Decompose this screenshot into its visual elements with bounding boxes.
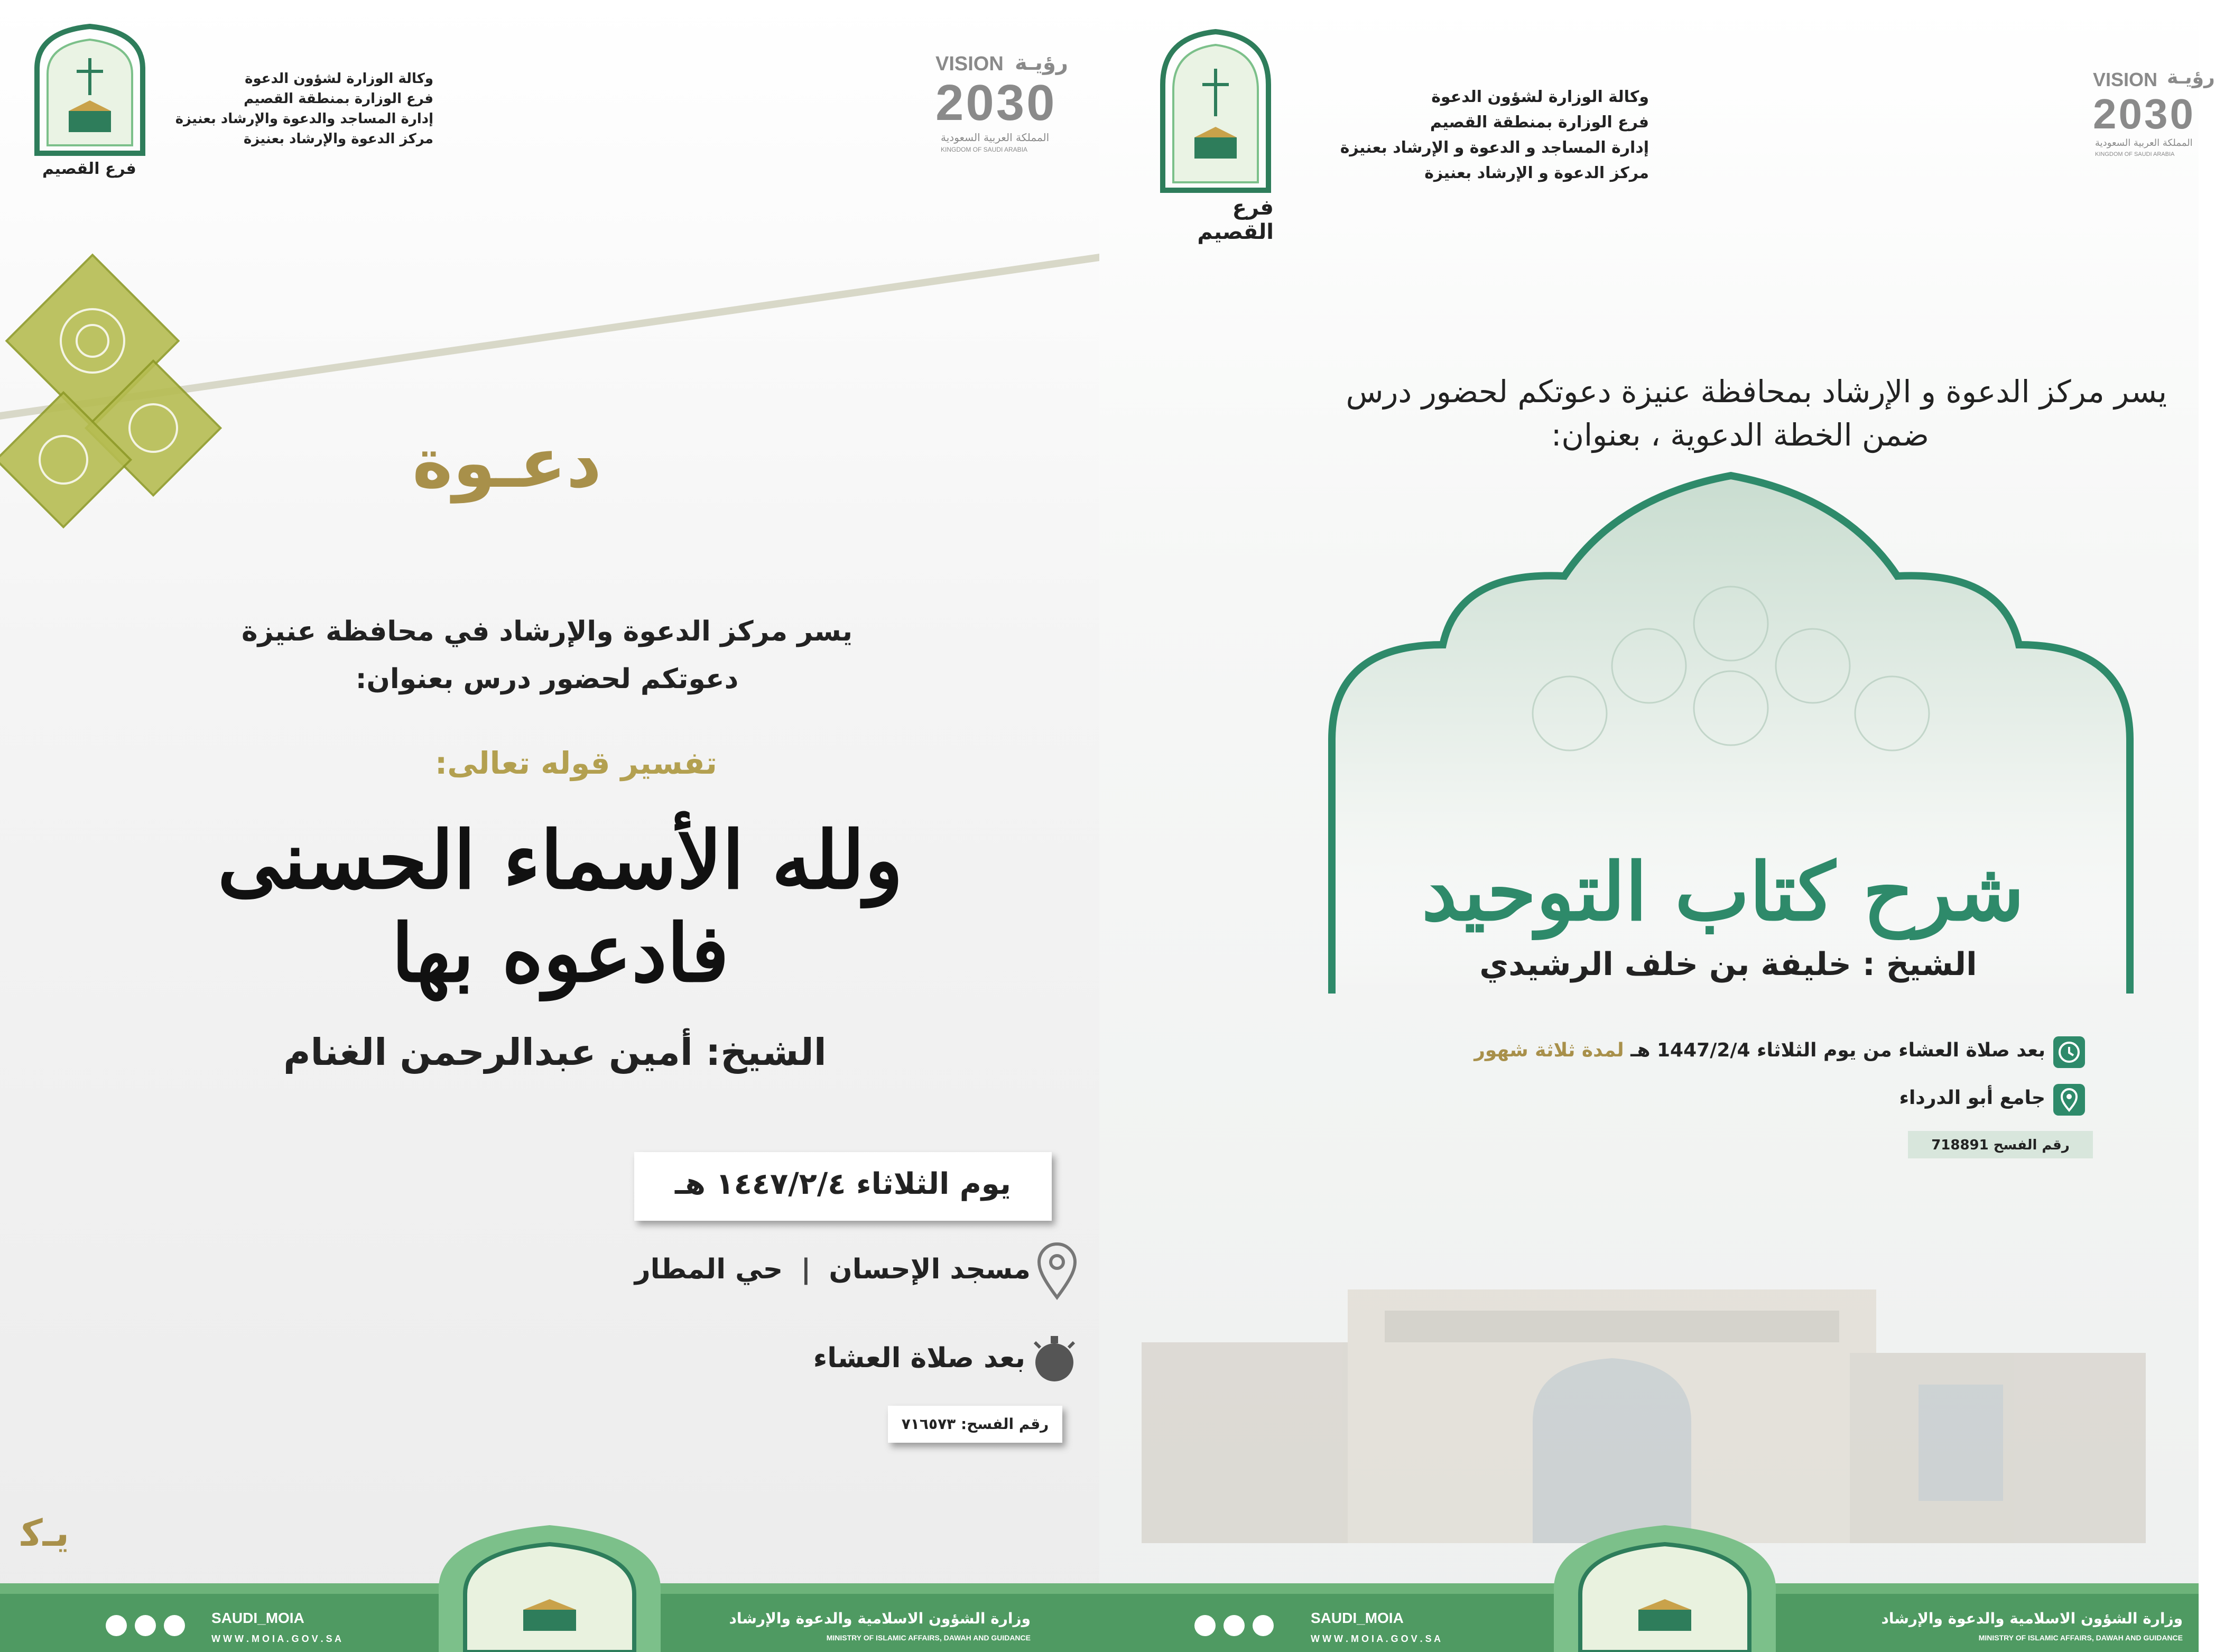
header-line-4: مركز الدعوة والإرشاد بعنيزة — [243, 131, 433, 147]
header-line-2: فرع الوزارة بمنطقة القصيم — [1430, 113, 1649, 132]
snapchat-icon — [106, 1615, 127, 1636]
permit-text: رقم الفسح: ٧١٦٥٧٣ — [901, 1415, 1049, 1433]
intro-text — [159, 608, 935, 703]
permit-box — [888, 1406, 1062, 1443]
header-line-2: فرع الوزارة بمنطقة القصيم — [244, 91, 433, 107]
lesson-subtitle: تفسير قوله تعالى: — [435, 745, 717, 781]
vision-2030-logo — [935, 53, 1083, 159]
ministry-emblem — [1157, 26, 1274, 244]
header-line-1: وكالة الوزارة لشؤون الدعوة — [1431, 88, 1649, 106]
intro-line-1: يسر مركز الدعوة و الإرشاد بمحافظة عنيزة دعوتكم لحضور درس — [1346, 374, 2167, 410]
lesson-title: شرح كتاب التوحيد — [1421, 846, 2025, 939]
left-footer — [0, 1525, 1099, 1652]
vision-year: 2030 — [935, 75, 1057, 131]
header-text — [159, 69, 433, 149]
header-line-3: إدارة المساجد و الدعوة و الإرشاد بعنيزة — [1340, 138, 1649, 157]
vision-en: VISION — [2093, 69, 2158, 90]
location-district: حي المطار — [634, 1254, 783, 1285]
footer-ministry-en: MINISTRY OF ISLAMIC AFFAIRS, DAWAH AND GUIDANCE — [826, 1634, 1031, 1642]
intro-line-1: يسر مركز الدعوة والإرشاد في محافظة عنيزة — [241, 616, 852, 647]
lattice-ornament — [0, 264, 254, 539]
right-poster — [1099, 0, 2215, 1652]
vision-2030-logo — [2093, 67, 2215, 174]
designer-signature: يـﮐ — [21, 1511, 69, 1555]
permit-box — [1908, 1131, 2093, 1158]
date-box — [634, 1152, 1052, 1221]
location-row — [634, 1242, 1083, 1305]
facebook-icon — [1253, 1615, 1274, 1636]
vision-en: VISION — [935, 53, 1004, 75]
sheikh-name: الشيخ: أمين عبدالرحمن الغنام — [283, 1031, 827, 1074]
footer-ministry-en: MINISTRY OF ISLAMIC AFFAIRS, DAWAH AND GUIDANCE — [1978, 1634, 2183, 1642]
ministry-emblem — [32, 21, 148, 180]
vision-sub-ar: المملكة العربية السعودية — [2095, 137, 2193, 149]
time-main: بعد صلاة العشاء من يوم الثلاثاء 1447/2/4 هـ — [1630, 1040, 2045, 1061]
location-text: جامع أبو الدرداء — [1899, 1087, 2045, 1109]
instagram-icon — [1224, 1615, 1245, 1636]
time-row — [1364, 1033, 2093, 1075]
footer-social-handle: SAUDI_MOIA — [1311, 1610, 1404, 1626]
location-pin-icon — [1036, 1242, 1078, 1300]
location-separator: | — [801, 1254, 811, 1285]
time-text — [1474, 1040, 2045, 1061]
footer-website: W W W . M O I A . G O V . S A — [1311, 1634, 1441, 1644]
vision-sub-en: KINGDOM OF SAUDI ARABIA — [941, 146, 1028, 153]
vision-ar: رؤيـة — [2167, 67, 2215, 88]
intro-line-2: ضمن الخطة الدعوية ، بعنوان: — [1551, 417, 1929, 453]
right-footer — [1099, 1525, 2199, 1652]
sheikh-name: الشيخ : خليفة بن خلف الرشيدي — [1479, 946, 1977, 983]
header-line-3: إدارة المساجد والدعوة والإرشاد بعنيزة — [175, 111, 433, 127]
time-row — [634, 1332, 1083, 1390]
building-photo — [1099, 1247, 2199, 1543]
instagram-icon — [135, 1615, 156, 1636]
location-mosque: مسجد الإحسان — [829, 1254, 1031, 1285]
time-duration: لمدة ثلاثة شهور — [1474, 1040, 1624, 1061]
alarm-clock-icon — [1031, 1332, 1078, 1385]
date-text: يوم الثلاثاء ١٤٤٧/٢/٤ هـ — [675, 1167, 1011, 1201]
location-text — [635, 1254, 1031, 1285]
footer-website: W W W . M O I A . G O V . S A — [211, 1634, 341, 1644]
permit-text: رقم الفسح 718891 — [1931, 1137, 2070, 1153]
header-text — [1290, 85, 1649, 186]
left-poster — [0, 0, 1099, 1652]
location-row — [1364, 1081, 2093, 1123]
vision-sub-ar: المملكة العربية السعودية — [941, 131, 1050, 144]
footer-social-handle: SAUDI_MOIA — [211, 1610, 304, 1626]
snapchat-icon — [1194, 1615, 1216, 1636]
header-line-4: مركز الدعوة و الإرشاد بعنيزة — [1424, 164, 1649, 182]
time-text: بعد صلاة العشاء — [813, 1342, 1025, 1374]
branch-label: فرع القصيم — [42, 160, 136, 178]
intro-text — [1247, 370, 2167, 457]
facebook-icon — [164, 1615, 185, 1636]
location-pin-icon — [2053, 1084, 2085, 1116]
footer-ministry-ar: وزارة الشؤون الاسلامية والدعوة والإرشاد — [1881, 1610, 2183, 1627]
vision-sub-en: KINGDOM OF SAUDI ARABIA — [2095, 151, 2175, 157]
branch-label: فرع القصيم — [1197, 196, 1274, 244]
footer-background — [0, 1525, 1099, 1652]
intro-line-2: دعوتكم لحضور درس بعنوان: — [355, 663, 739, 695]
vision-ar: رؤيـة — [1015, 51, 1068, 75]
invitation-label: دعـوة — [412, 423, 602, 503]
vision-year: 2030 — [2093, 90, 2195, 137]
verse-calligraphy: ولله الأسماء الحسنى فادعوه بها — [217, 814, 903, 1000]
footer-ministry-ar: وزارة الشؤون الاسلامية والدعوة والإرشاد — [729, 1610, 1031, 1627]
header-line-1: وكالة الوزارة لشؤون الدعوة — [245, 71, 433, 87]
clock-icon — [2053, 1036, 2085, 1068]
